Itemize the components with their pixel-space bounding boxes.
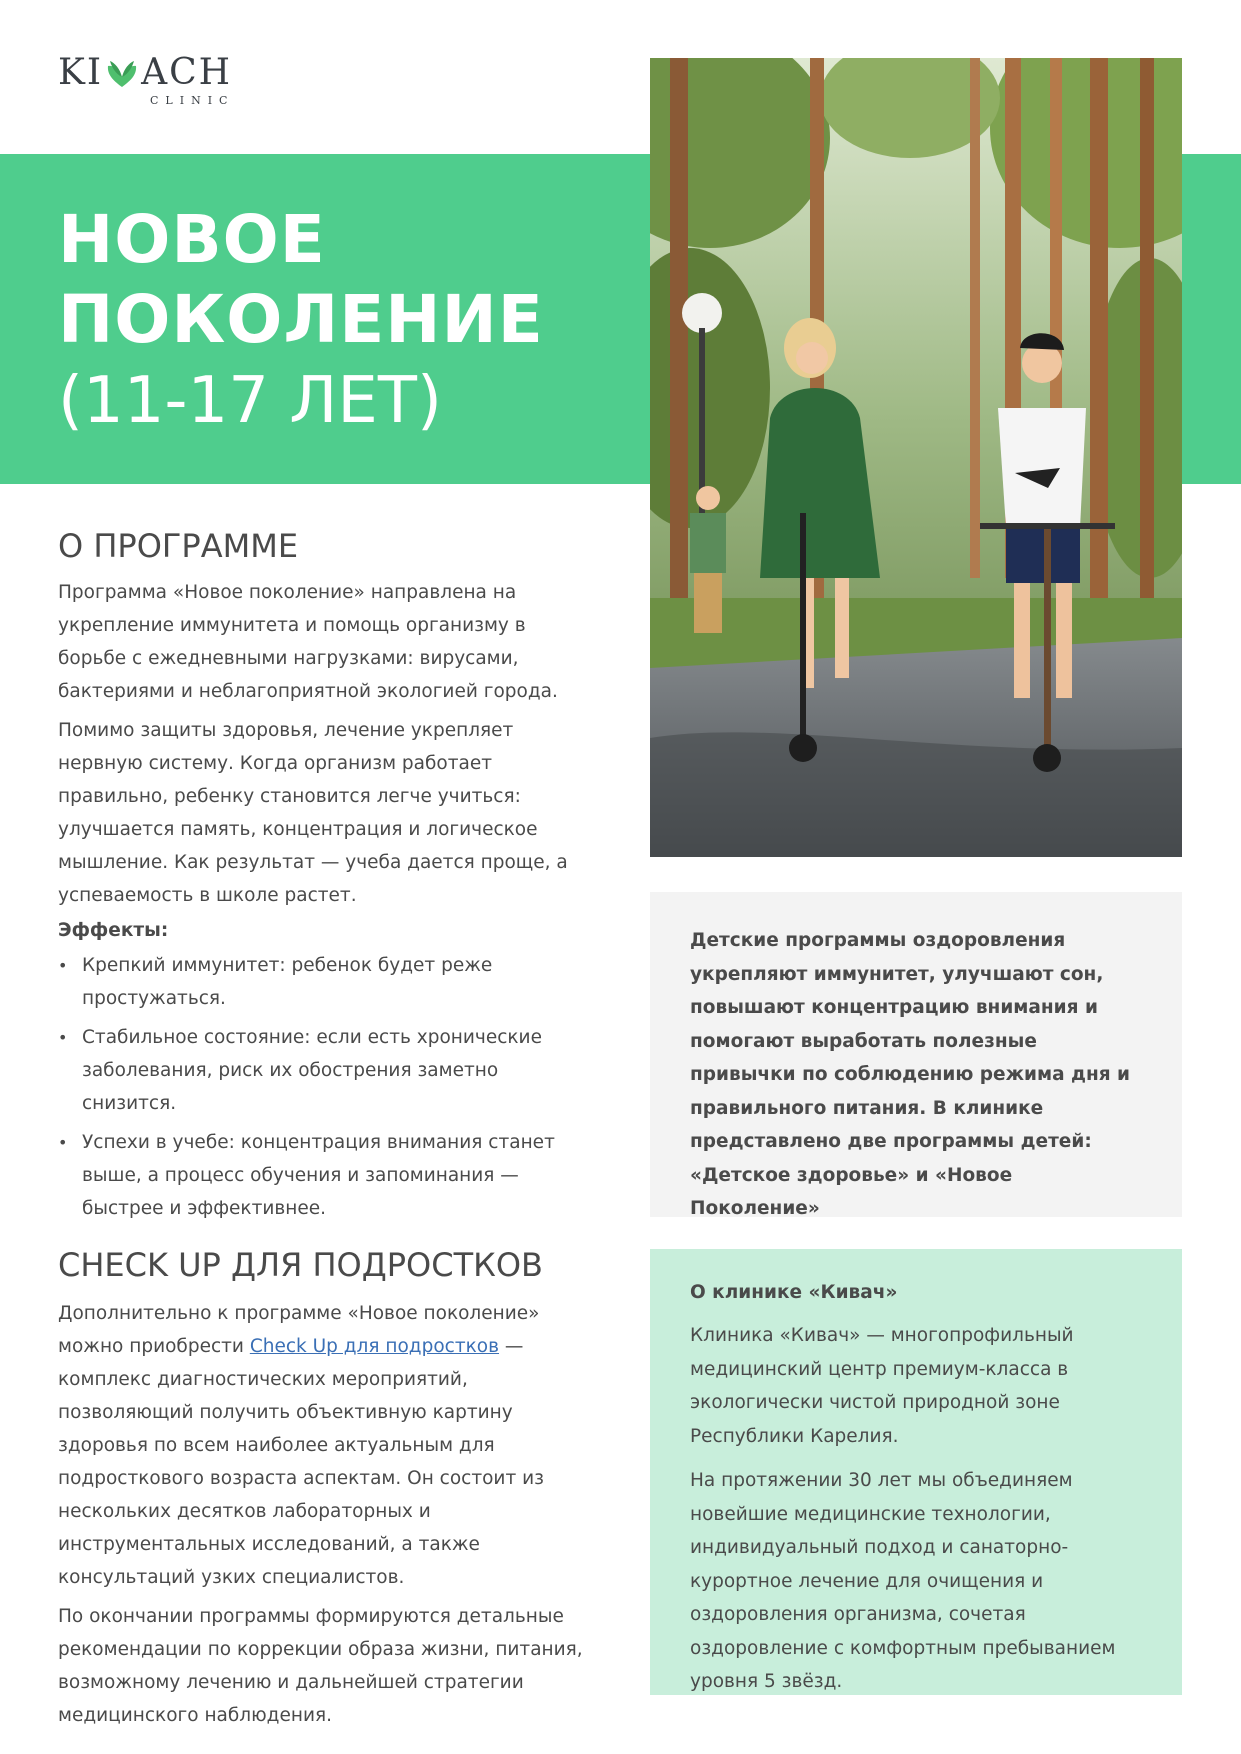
logo-subtitle: CLINIC (150, 94, 235, 107)
left-column (58, 520, 598, 1732)
highlight-text: Детские программы оздоровления укрепляют иммунитет, улучшают сон, повышают концентрацию внимания и помогают выработать полезные привычки по соблюдению режима дня и правильного питания. В клинике представлено две программы детей: «Детское здоровье» и «Новое Поколение» (690, 930, 1131, 1219)
effects-item: • Крепкий иммунитет: ребенок будет реже простужаться. (58, 949, 598, 1015)
clinic-info-box (650, 1249, 1182, 1695)
leaf-heart-icon (104, 55, 140, 91)
checkup-heading: CHECK UP ДЛЯ ПОДРОСТКОВ (58, 1246, 543, 1284)
about-paragraph-1: Программа «Новое поколение» направлена на укрепление иммунитета и помощь организму в борьбе с ежедневными нагрузками: вирусами, бактериями и неблагоприятной экологией города. (58, 582, 558, 702)
checkup-paragraph-2: По окончании программы формируются детальные рекомендации по коррекции образа жизни, питания, возможному лечению и дальнейшей стратегии медицинского наблюдения. (58, 1606, 583, 1726)
page-title (58, 200, 544, 442)
checkup-paragraph-1 (58, 1297, 598, 1594)
title-line-1: НОВОЕ (58, 201, 326, 278)
effects-item: • Успехи в учебе: концентрация внимания станет выше, а процесс обучения и запоминания — быстрее и эффективнее. (58, 1126, 598, 1225)
title-line-3: (11-17 ЛЕТ) (58, 364, 442, 438)
about-paragraph-2: Помимо защиты здоровья, лечение укрепляет нервную систему. Когда организм работает правильно, ребенку становится легче учиться: улучшается память, концентрация и логическое мышление. Как результат — учеба дается проще, а успеваемость в школе растет. (58, 720, 568, 906)
checkup-text-before: Дополнительно к программе «Новое поколение» можно приобрести (58, 1303, 540, 1357)
kids-on-scooters-photo (650, 58, 1182, 857)
clinic-paragraph-2: На протяжении 30 лет мы объединяем новейшие медицинские технологии, индивидуальный подход и санаторно-курортное лечение для очищения и оздоровления организма, сочетая оздоровление с комфортным пребыванием уровня 5 звёзд. (690, 1470, 1116, 1692)
checkup-text-after: — комплекс диагностических мероприятий, позволяющий получить объективную картину здоровья по всем наиболее актуальным для подросткового возраста аспектам. Он состоит из нескольких десятков лабораторных и инструментальных исследований, а также консультаций узких специалистов. (58, 1336, 544, 1588)
clinic-heading: О клинике «Кивач» (690, 1282, 898, 1303)
highlight-box (650, 892, 1182, 1217)
clinic-paragraph-1: Клиника «Кивач» — многопрофильный медицинский центр премиум-класса в экологически чистой природной зоне Республики Карелия. (690, 1325, 1074, 1447)
logo-text-left: KI (58, 52, 104, 93)
about-heading: О ПРОГРАММЕ (58, 527, 299, 565)
checkup-link[interactable]: Check Up для подростков (249, 1336, 500, 1357)
effects-label: Эффекты: (58, 920, 169, 941)
effects-list (58, 949, 598, 1225)
logo-text-right: ACH (141, 52, 233, 93)
kivach-logo (58, 52, 238, 112)
effects-item: • Стабильное состояние: если есть хронические заболевания, риск их обострения заметно снизится. (58, 1021, 598, 1120)
title-line-2: ПОКОЛЕНИЕ (58, 281, 544, 358)
